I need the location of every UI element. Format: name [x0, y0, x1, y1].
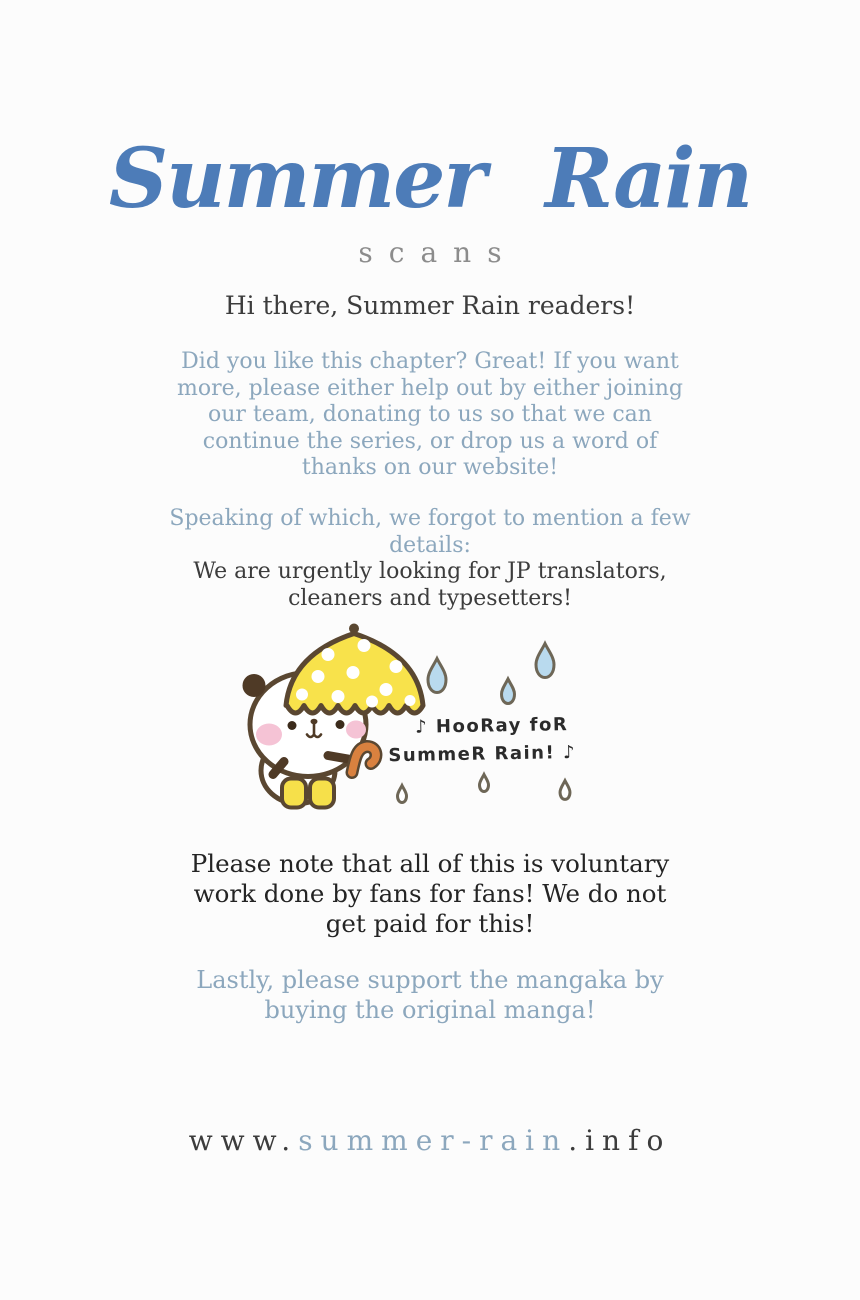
bear-eye-right — [336, 720, 345, 729]
text-line: Did you like this chapter? Great! If you want — [181, 349, 679, 374]
raindrop-icon — [398, 786, 407, 803]
bear-eye-left — [288, 721, 297, 730]
text-line: our team, donating to us so that we can — [208, 402, 652, 427]
url-prefix: www. — [188, 1124, 299, 1157]
illustration-svg — [228, 612, 640, 828]
bear-cheek-right — [346, 721, 366, 739]
raindrop-icon — [502, 679, 515, 703]
text-line: buying the original manga! — [264, 996, 596, 1024]
text-line: get paid for this! — [325, 909, 535, 938]
bear-cheek-left — [256, 724, 282, 746]
bear-arm-right — [328, 756, 351, 760]
group-subtitle: scans — [358, 236, 518, 269]
text-line: cleaners and typesetters! — [288, 585, 572, 611]
caption-line-2: SummeR Rain! ♪ — [388, 741, 577, 767]
website-url — [0, 1124, 860, 1157]
voluntary-paragraph — [0, 849, 860, 939]
raindrop-icon — [428, 659, 446, 693]
bear-umbrella-illustration — [228, 612, 640, 828]
boot-right — [310, 779, 334, 808]
text-line: Lastly, please support the mangaka by — [196, 966, 664, 994]
text-line: continue the series, or drop us a word of — [202, 428, 658, 454]
text-line: Please note that all of this is voluntary — [190, 849, 670, 878]
recruiting-paragraph — [0, 559, 860, 612]
text-line: thanks on our website! — [301, 455, 559, 480]
invite-paragraph — [0, 349, 860, 482]
text-line: We are urgently looking for JP translators, — [193, 559, 667, 584]
text-line: Speaking of which, we forgot to mention a few — [169, 506, 691, 531]
umbrella-icon — [286, 624, 423, 714]
url-domain: summer-rain — [298, 1124, 569, 1157]
greeting-text: Hi there, Summer Rain readers! — [224, 291, 636, 320]
boot-left — [282, 779, 306, 808]
bear-ear — [244, 676, 264, 696]
text-line: more, please either help out by either joining — [177, 375, 683, 401]
group-title: Summer Rain — [108, 131, 752, 227]
url-suffix: .info — [568, 1124, 672, 1157]
text-line: details: — [389, 532, 471, 558]
raindrop-icon — [480, 775, 489, 792]
illustration-caption — [388, 714, 576, 766]
support-paragraph — [0, 965, 860, 1025]
caption-line-1: ♪ HooRay foR — [415, 714, 569, 738]
raindrop-icon — [560, 781, 570, 800]
speaking-paragraph — [0, 506, 860, 559]
raindrop-icon — [536, 644, 554, 678]
text-line: work done by fans for fans! We do not — [193, 879, 667, 908]
